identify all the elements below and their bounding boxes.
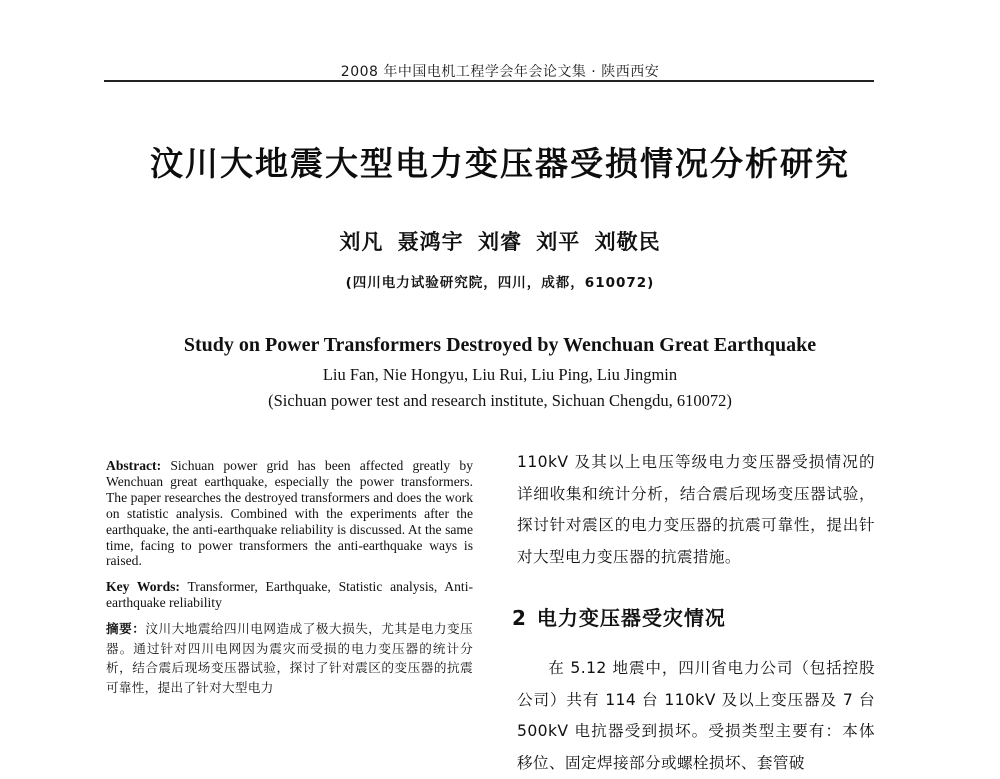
section-number: 2 [512,606,527,630]
paper-title-en: Study on Power Transformers Destroyed by Wenchuan Great Earthquake [183,334,817,356]
abstract-cn-label: 摘要： [106,621,146,637]
abstract-en-label: Abstract: [106,458,162,473]
section-title: 电力变压器受灾情况 [536,606,726,630]
authors-cn: 刘凡 聂鸿宇 刘睿 刘平 刘敬民 [339,230,661,254]
header-rule [104,80,874,82]
abstract-cn [106,619,473,697]
affiliation-cn: (四川电力试验研究院，四川，成都，610072) [345,275,655,291]
keywords-en [106,579,473,611]
authors-en: Liu Fan, Nie Hongyu, Liu Rui, Liu Ping, Liu Jingmin [322,365,678,384]
affiliation-en: (Sichuan power test and research institute, Sichuan Chengdu, 610072) [268,391,732,410]
abstract-en-text: Sichuan power grid has been affected greatly by Wenchuan great earthquake, especially the power transformers. The paper researches the destroyed transformers and does the work on statistic analysis. Combined with the experiments after the earthquake, the anti-earthquake reliability is discussed. At the same time, facing to power transformers the anti-earthquake ways is raised. [106,458,473,569]
left-column [106,458,473,697]
keywords-en-label: Key Words: [106,579,180,595]
abstract-cn-text: 汶川大地震给四川电网造成了极大损失，尤其是电力变压器。通过针对四川电网因为震灾而受损的电力变压器的统计分析，结合震后现场变压器试验，探讨了针对震区的变压器的抗震可靠性，提出了针对大型电力 [106,621,474,695]
abstract-en [106,458,473,569]
section-heading [512,602,875,631]
paper-title-cn: 汶川大地震大型电力变压器受损情况分析研究 [150,144,850,183]
intro-paragraph: 110kV 及其以上电压等级电力变压器受损情况的详细收集和统计分析，结合震后现场变压器试验，探讨针对震区的电力变压器的抗震可靠性，提出针对大型电力变压器的抗震措施。 [517,453,875,566]
right-column [512,447,875,779]
body-paragraph: 在 5.12 地震中，四川省电力公司（包括控股公司）共有 114 台 110kV 及以上变压器及 7 台 500kV 电抗器受到损坏。受损类型主要有：本体移位、固定焊接部分或螺栓损坏、套管破 [517,659,875,772]
keywords-en-text: Transformer, Earthquake, Statistic analysis, Anti-earthquake reliability [106,579,474,611]
running-header: 2008 年中国电机工程学会年会论文集 · 陕西西安 [340,64,660,80]
